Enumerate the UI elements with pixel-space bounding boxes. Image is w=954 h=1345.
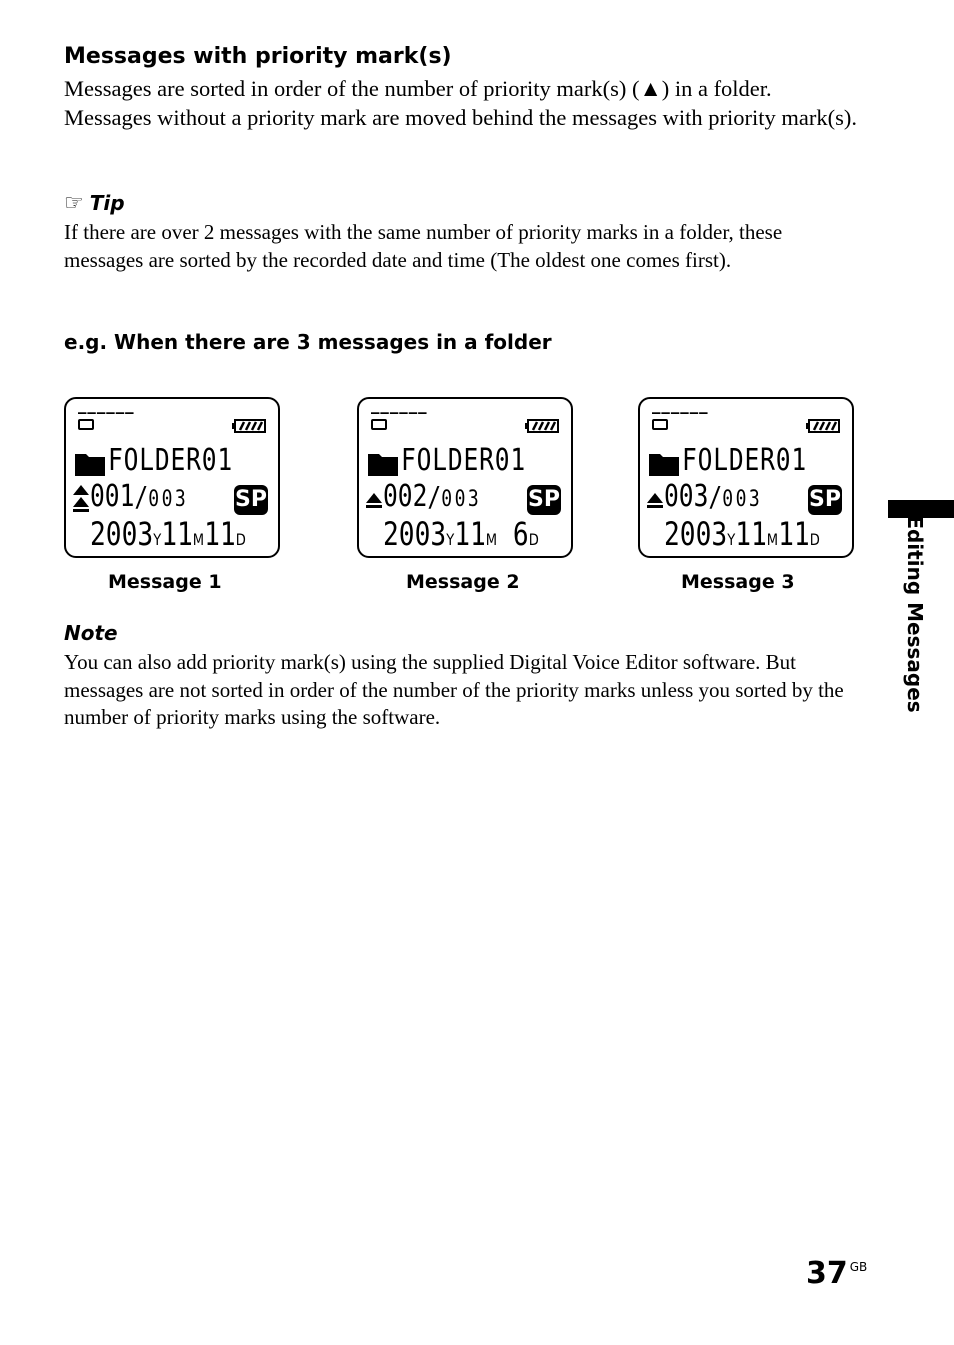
priority-mark-icon [365,483,383,513]
battery-icon [525,419,559,433]
number-separator: / [134,480,149,513]
year: 2003 [664,515,728,553]
memory-card-icon [78,419,94,430]
month: 11 [161,515,193,553]
battery-icon [232,419,266,433]
caption-message-3: Message 3 [681,571,795,593]
record-mode-badge: SP [808,485,842,515]
record-date [664,515,820,553]
folder-icon [367,451,399,477]
message-total: 003 [441,487,482,512]
message-number [664,479,762,514]
tip-label: Tip [89,191,125,215]
year: 2003 [90,515,154,553]
message-index: 001 [90,479,135,514]
year: 2003 [383,515,447,553]
message-index: 002 [383,479,428,514]
month: 11 [454,515,486,553]
lcd-dashes: ‒‒‒‒‒‒ [652,405,709,421]
page-number [806,1256,867,1291]
note-paragraph: You can also add priority mark(s) using the supplied Digital Voice Editor software. But messages are not sorted in order of the number of the priority marks unless you sorted by the number of priority marks using the software. [64,650,844,729]
battery-icon [806,419,840,433]
day-unit: D [809,530,820,549]
caption-message-1: Message 1 [108,571,222,593]
message-number [90,479,188,514]
page-number-value: 37 [806,1256,848,1291]
day: 6 [497,515,529,553]
memory-card-icon [371,419,387,430]
day: 11 [204,515,236,553]
month: 11 [735,515,767,553]
message-index: 003 [664,479,709,514]
example-heading: e.g. When there are 3 messages in a folder [64,330,552,354]
month-unit: M [192,530,205,549]
section-heading: Messages with priority mark(s) [64,44,452,69]
year-unit: Y [153,530,162,549]
page-suffix: GB [849,1260,868,1274]
side-tab-label: Editing Messages [903,515,927,713]
day-unit: D [235,530,246,549]
message-total: 003 [148,487,189,512]
lcd-display-3 [638,397,854,558]
folder-name: FOLDER01 [108,443,234,478]
folder-name: FOLDER01 [682,443,808,478]
tip-heading [64,191,125,216]
record-mode-badge: SP [527,485,561,515]
number-separator: / [427,480,442,513]
pointing-hand-icon: ☞ [64,191,84,216]
folder-icon [648,451,680,477]
intro-paragraph: Messages are sorted in order of the number of priority mark(s) (▲) in a folder. Messages without a priority mark are moved behind the messages with priority mark(s). [64,76,857,130]
note-heading: Note [64,621,118,645]
record-date [383,515,539,553]
lcd-dashes: ‒‒‒‒‒‒ [371,405,428,421]
record-date [90,515,246,553]
record-mode-badge: SP [234,485,268,515]
lcd-display-1 [64,397,280,558]
number-separator: / [708,480,723,513]
year-unit: Y [446,530,455,549]
lcd-dashes: ‒‒‒‒‒‒ [78,405,135,421]
priority-mark-icon [646,483,664,513]
day-unit: D [528,530,539,549]
folder-icon [74,451,106,477]
year-unit: Y [727,530,736,549]
month-unit: M [766,530,779,549]
month-unit: M [485,530,498,549]
day: 11 [778,515,810,553]
message-total: 003 [722,487,763,512]
priority-mark-icon [72,483,90,513]
message-number [383,479,481,514]
tip-paragraph: If there are over 2 messages with the same number of priority marks in a folder, these messages are sorted by the recorded date and time (The oldest one comes first). [64,220,783,272]
memory-card-icon [652,419,668,430]
folder-name: FOLDER01 [401,443,527,478]
caption-message-2: Message 2 [406,571,520,593]
lcd-display-2 [357,397,573,558]
